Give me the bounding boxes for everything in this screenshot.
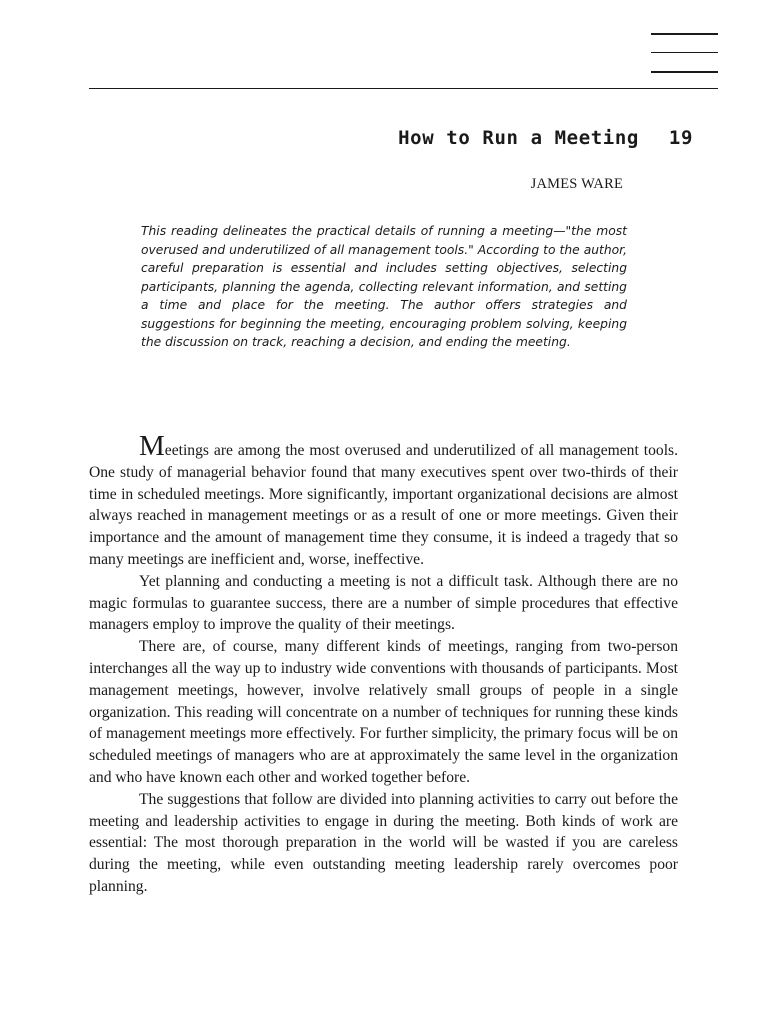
decorative-rule-bottom: [651, 71, 718, 73]
paragraph-3: There are, of course, many different kinds of meetings, ranging from two-person interchanges all the way up to industry wide conventions with thousands of participants. Most management meetings, however, involve relatively small groups of people in a single organization. This reading will concentrate on a number of techniques for running these kinds of management meetings more effectively. For further simplicity, the primary focus will be on scheduled meetings of managers who are at approximately the same level in the organization and who have known each other and worked together before.: [89, 638, 678, 786]
drop-initial: M: [139, 430, 165, 462]
chapter-title: How to Run a Meeting: [398, 127, 639, 149]
paragraph-4: The suggestions that follow are divided into planning activities to carry out before the meeting and leadership activities to engage in during the meeting. Both kinds of work are essential: The most thorough preparation in the world will be wasted if you are careless during the meeting, while even outstanding meeting leadership rarely overcomes poor planning.: [89, 790, 678, 895]
decorative-rule-middle: [651, 52, 718, 53]
header-rule: [89, 88, 718, 89]
chapter-number: 19: [668, 127, 693, 149]
body-text: [89, 430, 678, 898]
author-name: JAMES WARE: [530, 176, 623, 192]
abstract: This reading delineates the practical details of running a meeting—"the most overused and underutilized of all management tools." According to the author, careful preparation is essential and includes setting objectives, selecting participants, planning the agenda, collecting relevant information, and setting a time and place for the meeting. The author offers strategies and suggestions for beginning the meeting, encouraging problem solving, keeping the discussion on track, reaching a decision, and ending the meeting.: [141, 224, 627, 349]
paragraph-1-text: eetings are among the most overused and underutilized of all management tools. One study of managerial behavior found that many executives spent over two-thirds of their time in scheduled meetings. More significantly, important organizational decisions are almost always reached in management meetings or as a result of one or more meetings. Given their importance and the amount of management time they consume, it is indeed a tragedy that so many meetings are inefficient and, worse, ineffective.: [89, 442, 678, 568]
paragraph-2: Yet planning and conducting a meeting is not a difficult task. Although there are no magic formulas to guarantee success, there are a number of simple procedures that effective managers employ to improve the quality of their meetings.: [89, 572, 678, 634]
paragraph-1: [89, 430, 678, 571]
chapter-heading: [89, 127, 693, 149]
decorative-rule-top: [651, 33, 718, 35]
